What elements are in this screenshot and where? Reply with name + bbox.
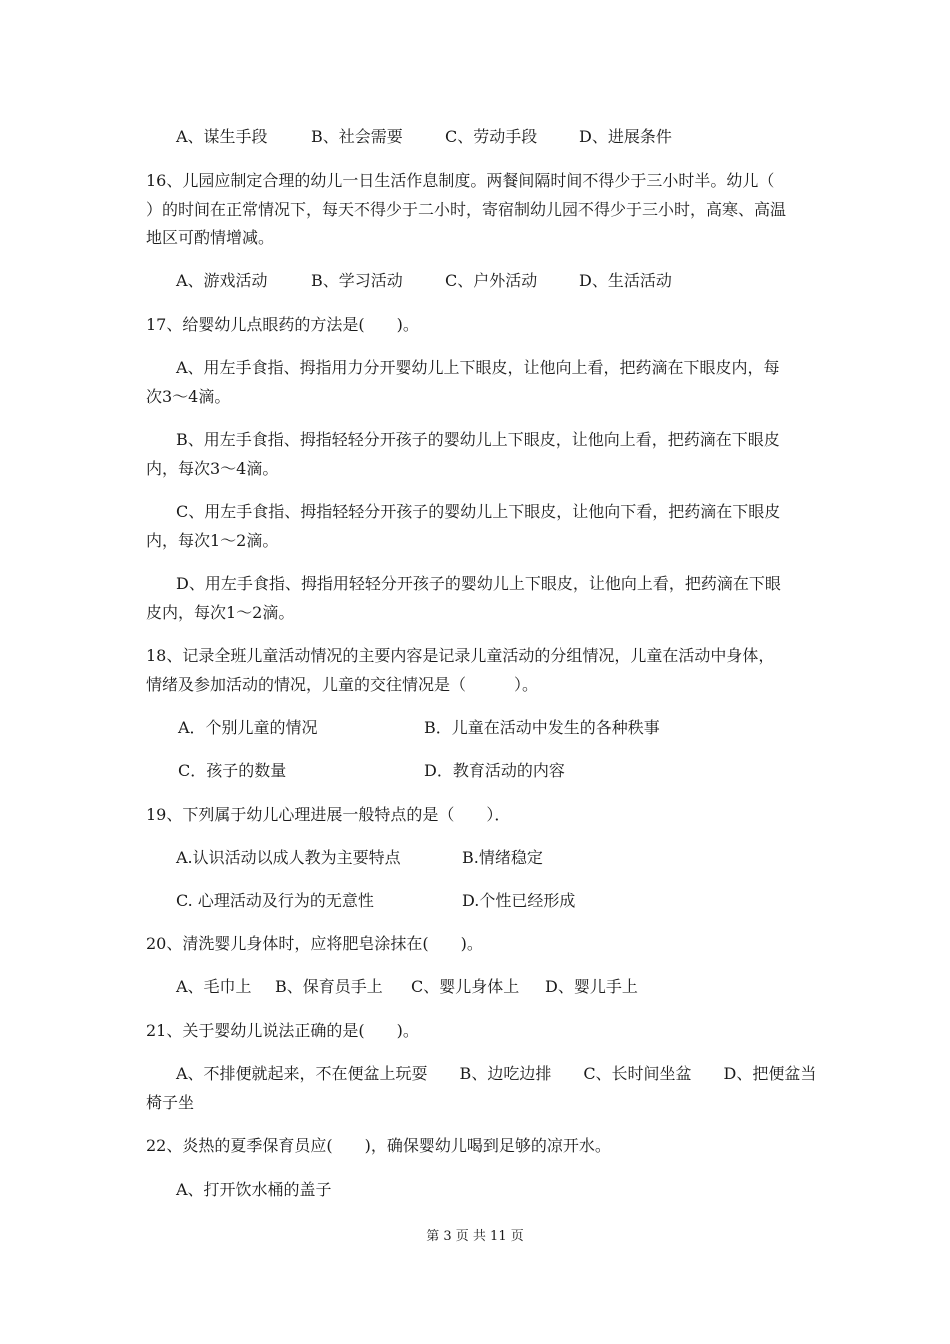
q19-option-d: D.个性已经形成 xyxy=(462,891,576,910)
q21-stem: 21、关于婴幼儿说法正确的是( )。 xyxy=(146,1021,419,1040)
q18-line-2: 情绪及参加活动的情况，儿童的交往情况是（ ）。 xyxy=(146,675,539,694)
q15-option-d: D、进展条件 xyxy=(579,127,672,146)
q17-option-c-line-1: C、用左手食指、拇指轻轻分开孩子的婴幼儿上下眼皮，让他向下看，把药滴在下眼皮 xyxy=(176,502,781,521)
q16-line-2: ）的时间在正常情况下，每天不得少于二小时，寄宿制幼儿园不得少于三小时，高寒、高温 xyxy=(146,200,787,219)
q20-option-c: C、婴儿身体上 xyxy=(411,977,520,996)
q17-option-a-line-1: A、用左手食指、拇指用力分开婴幼儿上下眼皮，让他向上看，把药滴在下眼皮内，每 xyxy=(176,358,780,377)
page-footer: 第 3 页 共 11 页 xyxy=(426,1229,524,1244)
q18-option-b: B．儿童在活动中发生的各种秩事 xyxy=(424,718,660,737)
q18-option-d: D．教育活动的内容 xyxy=(424,761,565,780)
q15-option-b: B、社会需要 xyxy=(311,127,403,146)
q22-stem: 22、炎热的夏季保育员应( )，确保婴幼儿喝到足够的凉开水。 xyxy=(146,1136,611,1155)
q20-option-a: A、毛巾上 xyxy=(176,977,252,996)
q19-option-c: C. 心理活动及行为的无意性 xyxy=(176,891,374,910)
q17-option-c-line-2: 内，每次1～2滴。 xyxy=(146,531,279,550)
q20-option-d: D、婴儿手上 xyxy=(545,977,638,996)
q17-option-b-line-1: B、用左手食指、拇指轻轻分开孩子的婴幼儿上下眼皮，让他向上看，把药滴在下眼皮 xyxy=(176,430,780,449)
q16-option-b: B、学习活动 xyxy=(311,271,403,290)
q18-option-c: C．孩子的数量 xyxy=(178,761,287,780)
q16-line-3: 地区可酌情增减。 xyxy=(146,228,275,247)
q21-options-cont: 椅子坐 xyxy=(146,1093,195,1112)
q17-option-d-line-1: D、用左手食指、拇指用轻轻分开孩子的婴幼儿上下眼皮，让他向上看，把药滴在下眼 xyxy=(176,574,781,593)
q19-stem: 19、下列属于幼儿心理进展一般特点的是（ ）． xyxy=(146,805,511,824)
q17-option-a-line-2: 次3～4滴。 xyxy=(146,387,231,406)
q20-stem: 20、清洗婴儿身体时，应将肥皂涂抹在( )。 xyxy=(146,934,483,953)
q20-option-b: B、保育员手上 xyxy=(275,977,383,996)
q18-option-a: A．个别儿童的情况 xyxy=(178,718,318,737)
q17-stem: 17、给婴幼儿点眼药的方法是( )。 xyxy=(146,315,419,334)
q16-line-1: 16、儿园应制定合理的幼儿一日生活作息制度。两餐间隔时间不得少于三小时半。幼儿（ xyxy=(146,171,775,190)
q16-option-a: A、游戏活动 xyxy=(176,271,268,290)
q15-option-a: A、谋生手段 xyxy=(176,127,268,146)
q21-options-line: A、不排便就起来，不在便盆上玩耍 B、边吃边排 C、长时间坐盆 D、把便盆当 xyxy=(176,1064,817,1083)
q16-option-d: D、生活活动 xyxy=(579,271,672,290)
q15-option-c: C、劳动手段 xyxy=(445,127,538,146)
q19-option-a: A.认识活动以成人教为主要特点 xyxy=(176,848,401,867)
q17-option-b-line-2: 内，每次3～4滴。 xyxy=(146,459,279,478)
q18-line-1: 18、记录全班儿童活动情况的主要内容是记录儿童活动的分组情况，儿童在活动中身体， xyxy=(146,646,775,665)
q22-option-a: A、打开饮水桶的盖子 xyxy=(176,1180,332,1199)
q16-option-c: C、户外活动 xyxy=(445,271,538,290)
q17-option-d-line-2: 皮内，每次1～2滴。 xyxy=(146,603,295,622)
q19-option-b: B.情绪稳定 xyxy=(462,848,543,867)
